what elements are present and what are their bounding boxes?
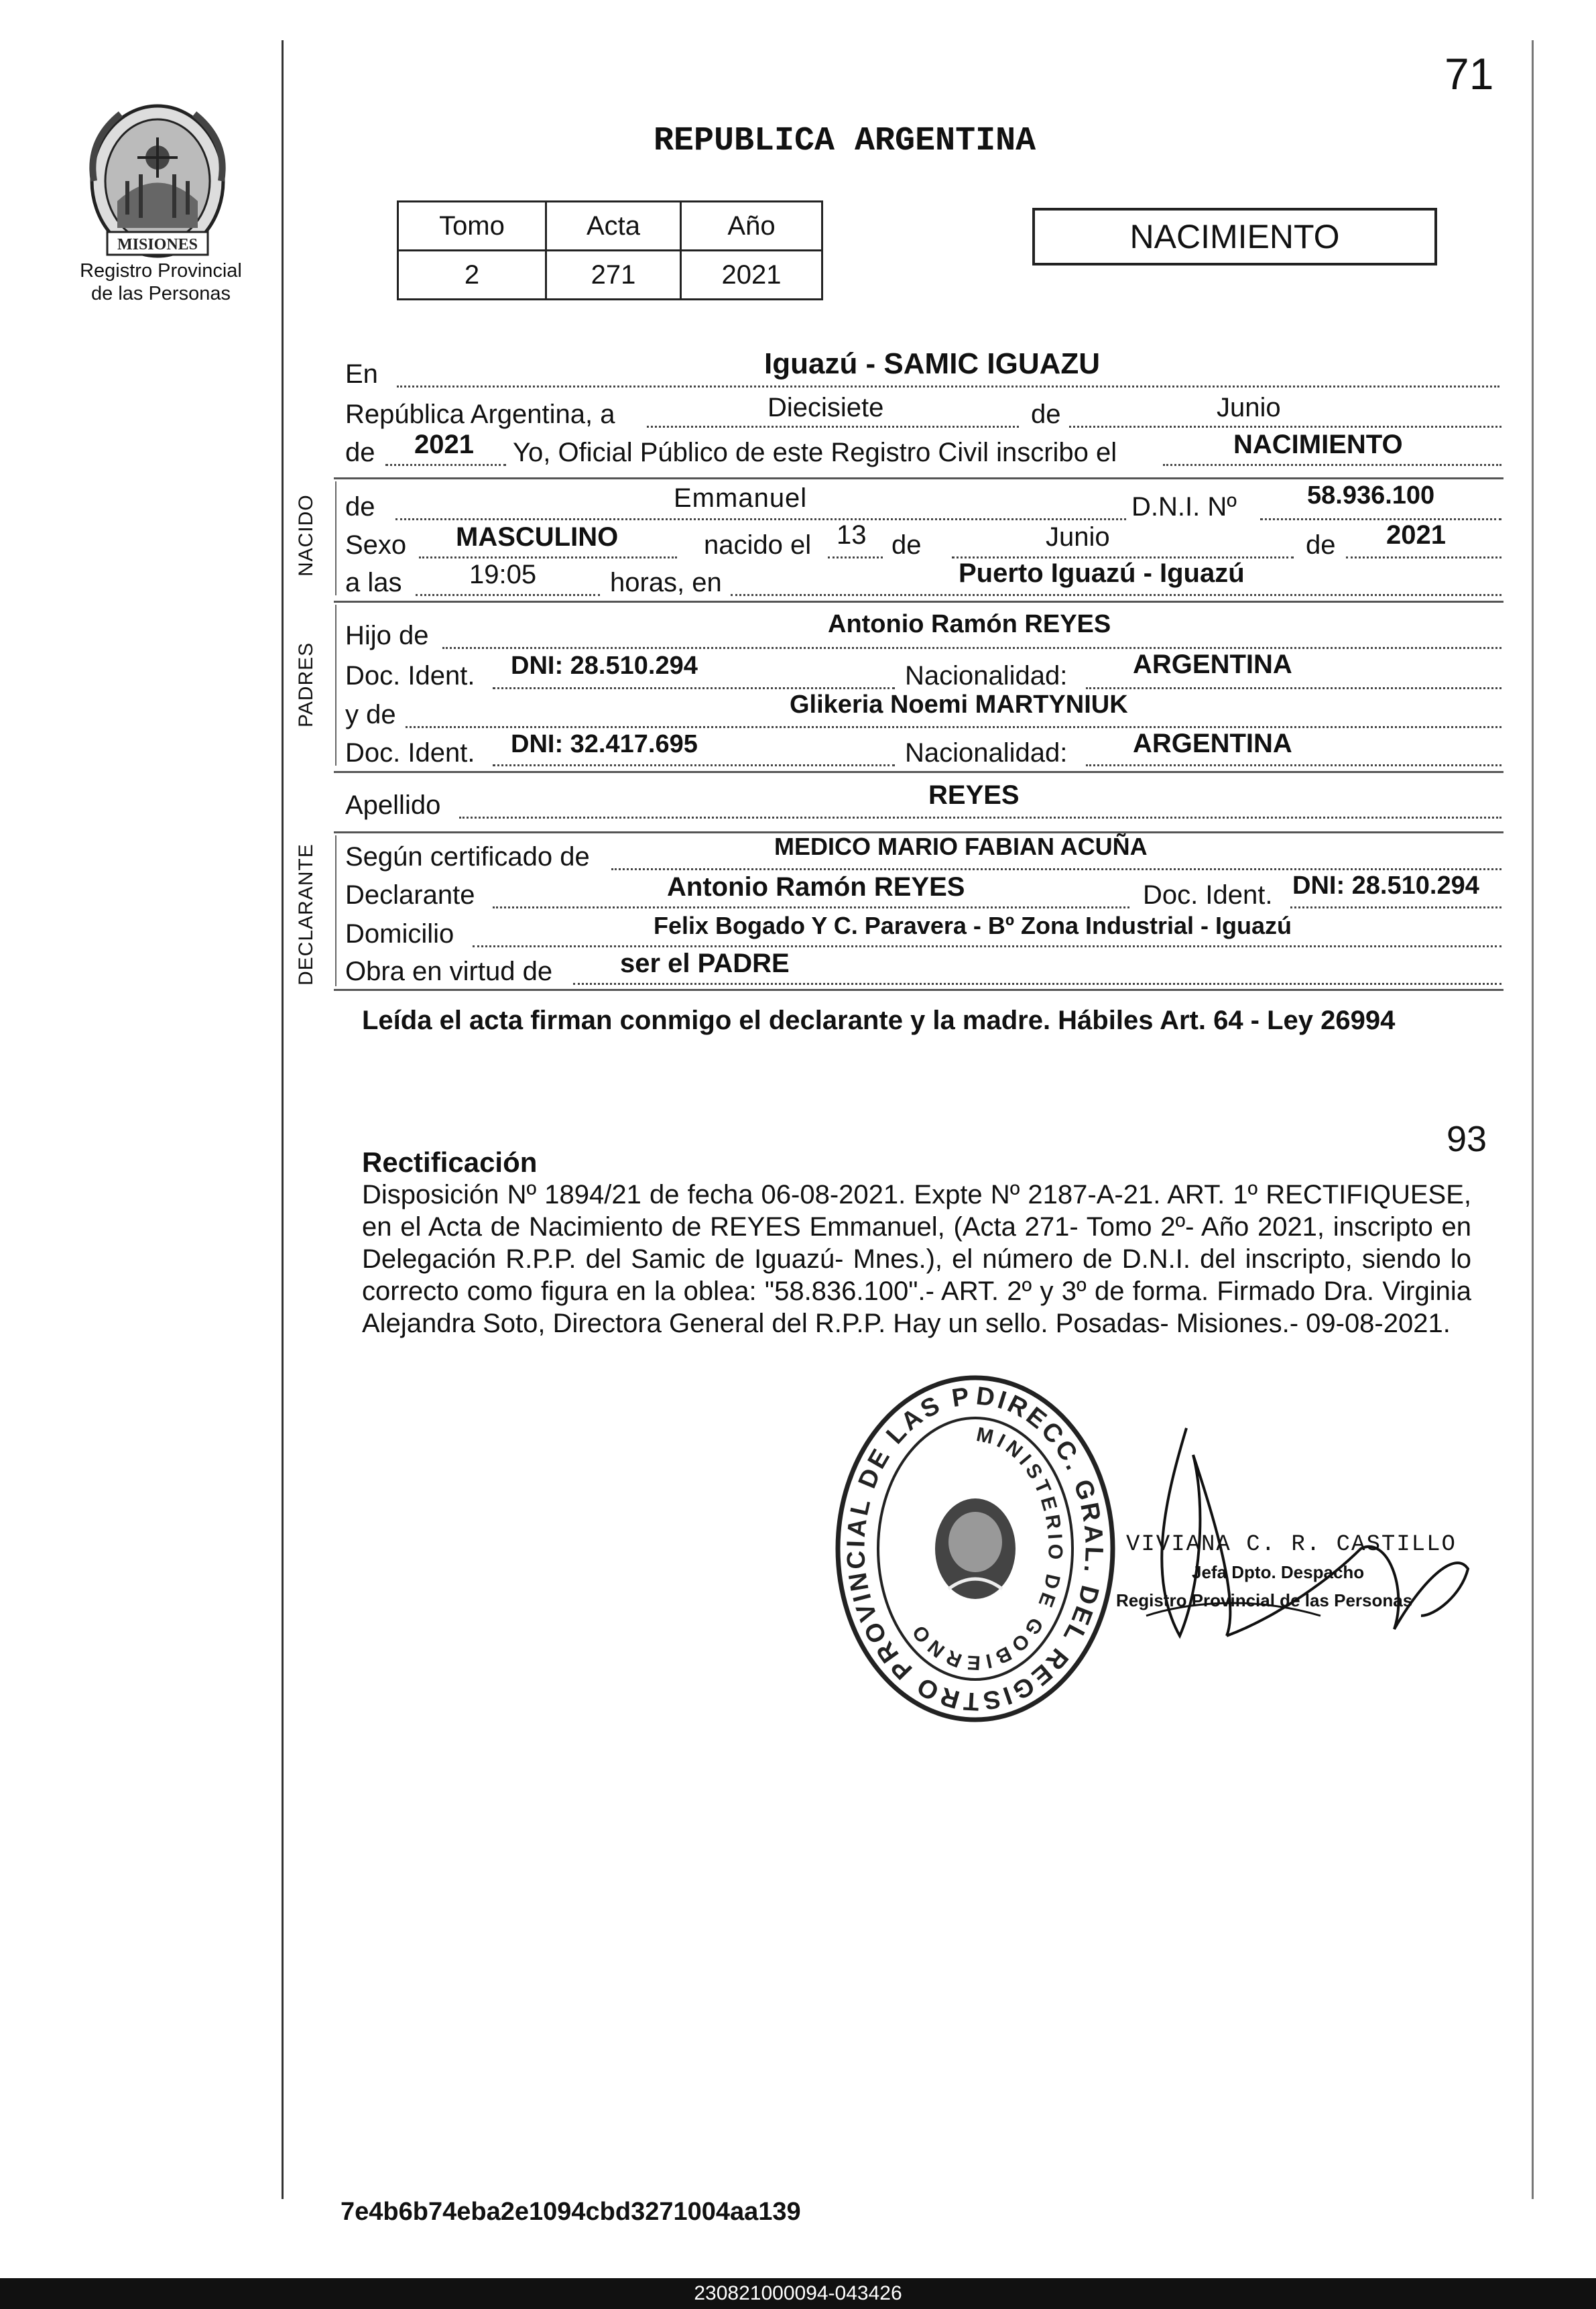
- footer-bar: [0, 2278, 1596, 2309]
- value-acto: NACIMIENTO: [1233, 430, 1403, 459]
- value-sexo: MASCULINO: [456, 522, 619, 552]
- signature-role: Jefa Dpto. Despacho: [1192, 1562, 1365, 1582]
- stamp-inner-text: MINISTERIO DE GOBIERNO: [906, 1423, 1066, 1674]
- value-dni: 58.936.100: [1307, 481, 1435, 510]
- value-hora: 19:05: [469, 560, 537, 589]
- province-logo: [80, 101, 235, 261]
- dots-year: [385, 464, 506, 466]
- label-nacionalidad-2: Nacionalidad:: [905, 738, 1068, 768]
- label-de-mes: de: [1031, 400, 1061, 429]
- footer-code: 230821000094-043426: [694, 2282, 902, 2304]
- table-header-anio: Año: [680, 202, 822, 251]
- label-doc-ident-3: Doc. Ident.: [1143, 880, 1273, 910]
- label-sexo: Sexo: [345, 530, 407, 560]
- dots-sexo: [419, 556, 677, 558]
- svg-text:MISIONES: MISIONES: [117, 236, 198, 253]
- table-value-anio: 2021: [680, 251, 822, 300]
- value-mes: Junio: [1217, 393, 1281, 422]
- dots-nombre: [395, 518, 1126, 520]
- label-doc-ident-2: Doc. Ident.: [345, 738, 475, 768]
- label-yo-oficial: Yo, Oficial Público de este Registro Civil inscribo el: [513, 438, 1117, 467]
- padres-bar: [335, 605, 336, 766]
- divider-2: [334, 601, 1503, 603]
- dots-lugar-nac: [731, 594, 1501, 596]
- dots-apellido: [459, 817, 1501, 819]
- value-madre: Glikeria Noemi MARTYNIUK: [790, 691, 1128, 719]
- right-margin-line: [1532, 40, 1534, 2199]
- dots-declarante-doc: [1290, 906, 1501, 908]
- coat-of-arms-icon: [80, 101, 235, 261]
- value-padre-doc: DNI: 28.510.294: [511, 652, 698, 680]
- page-title: REPUBLICA ARGENTINA: [654, 122, 1036, 160]
- label-nacionalidad-1: Nacionalidad:: [905, 661, 1068, 691]
- dots-domicilio: [473, 945, 1501, 947]
- value-lugar: Iguazú - SAMIC IGUAZU: [764, 347, 1101, 380]
- dots-acto: [1163, 464, 1501, 466]
- value-declarante: Antonio Ramón REYES: [667, 872, 965, 902]
- label-y-de: y de: [345, 700, 396, 729]
- document-hash: 7e4b6b74eba2e1094cbd3271004aa139: [341, 2198, 801, 2226]
- value-nombre: Emmanuel: [674, 483, 808, 513]
- table-header-acta: Acta: [546, 202, 680, 251]
- label-de-year: de: [345, 438, 375, 467]
- rectificacion-body: Disposición Nº 1894/21 de fecha 06-08-2021. Expte Nº 2187-A-21. ART. 1º RECTIFIQUESE, en el Acta de Nacimiento de REYES Emmanuel, (Acta 271- Tomo 2º- Año 2021, inscripto en Delegación R.P.P. del Samic de Iguazú- Mnes.), el número de D.N.I. del inscripto, siendo lo correcto como figura en la oblea: "58.836.100".- ART. 2º y 3º de forma. Firmado Dra. Virginia Alejandra Soto, Directora General del R.P.P. Hay un sello. Posadas- Misiones.- 09-08-2021.: [362, 1180, 1471, 1338]
- value-nac-dia: 13: [837, 520, 867, 550]
- dots-madre: [406, 726, 1501, 728]
- dots-en: [397, 386, 1499, 388]
- side-label-padres: PADRES: [295, 642, 317, 727]
- value-nac-mes: Junio: [1046, 522, 1110, 552]
- value-anio: 2021: [414, 430, 474, 459]
- label-apellido: Apellido: [345, 790, 441, 820]
- dots-hora: [416, 594, 600, 596]
- divider-5: [334, 989, 1503, 991]
- dots-dia: [647, 426, 1019, 428]
- page-number: 71: [1445, 49, 1494, 99]
- dots-nac-dia: [828, 556, 883, 558]
- dots-nac-anio: [1346, 556, 1501, 558]
- closing-statement: Leída el acta firman conmigo el declarante y la madre. Hábiles Art. 64 - Ley 26994: [362, 1006, 1396, 1035]
- label-a-las: a las: [345, 568, 402, 597]
- label-de-mes2: de: [892, 530, 922, 560]
- left-margin-line: [282, 40, 284, 2199]
- record-table-header: [398, 202, 822, 251]
- dots-padre: [442, 647, 1501, 649]
- divider-3: [334, 771, 1503, 773]
- dots-madre-doc: [493, 764, 895, 766]
- dots-declarante: [493, 906, 1129, 908]
- label-horas-en: horas, en: [610, 568, 722, 597]
- label-nacido-el: nacido el: [704, 530, 812, 560]
- label-en: En: [345, 359, 378, 389]
- value-obra: ser el PADRE: [620, 949, 790, 978]
- label-republica: República Argentina, a: [345, 400, 615, 429]
- dots-dni: [1260, 518, 1501, 520]
- signature-office: Registro Provincial de las Personas: [1116, 1590, 1413, 1610]
- value-dia: Diecisiete: [768, 393, 884, 422]
- dots-madre-nac: [1086, 764, 1501, 766]
- value-padre: Antonio Ramón REYES: [828, 610, 1111, 638]
- label-de-year2: de: [1306, 530, 1336, 560]
- official-stamp: [828, 1368, 1123, 1730]
- rectificacion-title: Rectificación: [362, 1146, 538, 1178]
- value-domicilio: Felix Bogado Y C. Paravera - Bº Zona Industrial - Iguazú: [654, 912, 1292, 939]
- label-domicilio: Domicilio: [345, 919, 454, 949]
- label-hijo-de: Hijo de: [345, 621, 429, 650]
- value-padre-nac: ARGENTINA: [1133, 650, 1292, 679]
- record-type-box: [1032, 208, 1437, 265]
- side-label-declarante: DECLARANTE: [295, 843, 317, 986]
- value-lugar-nac: Puerto Iguazú - Iguazú: [959, 558, 1245, 588]
- label-segun-certificado: Según certificado de: [345, 842, 590, 872]
- declarante-bar: [335, 835, 336, 986]
- value-madre-doc: DNI: 32.417.695: [511, 730, 698, 758]
- dots-padre-nac: [1086, 687, 1501, 689]
- label-doc-ident-1: Doc. Ident.: [345, 661, 475, 691]
- record-table-values: [398, 251, 822, 300]
- nacido-bar: [335, 481, 336, 595]
- record-type-label: NACIMIENTO: [1129, 218, 1340, 255]
- value-nac-anio: 2021: [1386, 520, 1446, 550]
- value-declarante-doc: DNI: 28.510.294: [1292, 872, 1479, 900]
- logo-caption-1: Registro Provincial: [80, 260, 242, 282]
- label-declarante: Declarante: [345, 880, 475, 910]
- value-apellido: REYES: [928, 780, 1020, 810]
- divider-1: [334, 477, 1503, 479]
- stamp-outer-text: DIRECC. GRAL. DEL REGISTRO PROVINCIAL DE LAS P: [842, 1382, 1108, 1716]
- table-value-tomo: 2: [398, 251, 546, 300]
- rectificacion-number: 93: [1447, 1119, 1487, 1159]
- side-label-nacido: NACIDO: [295, 494, 317, 577]
- value-madre-nac: ARGENTINA: [1133, 729, 1292, 758]
- label-de-nombre: de: [345, 492, 375, 522]
- record-table: [397, 200, 823, 300]
- signature-name: VIVIANA C. R. CASTILLO: [1126, 1532, 1457, 1557]
- label-dni: D.N.I. Nº: [1131, 492, 1237, 522]
- value-certificado: MEDICO MARIO FABIAN ACUÑA: [774, 833, 1148, 860]
- logo-caption-2: de las Personas: [91, 283, 231, 304]
- dots-obra: [573, 983, 1501, 985]
- label-obra-en-virtud: Obra en virtud de: [345, 957, 553, 986]
- dots-mes: [1069, 426, 1501, 428]
- stamp-seal-icon: [828, 1368, 1123, 1730]
- table-value-acta: 271: [546, 251, 680, 300]
- table-header-tomo: Tomo: [398, 202, 546, 251]
